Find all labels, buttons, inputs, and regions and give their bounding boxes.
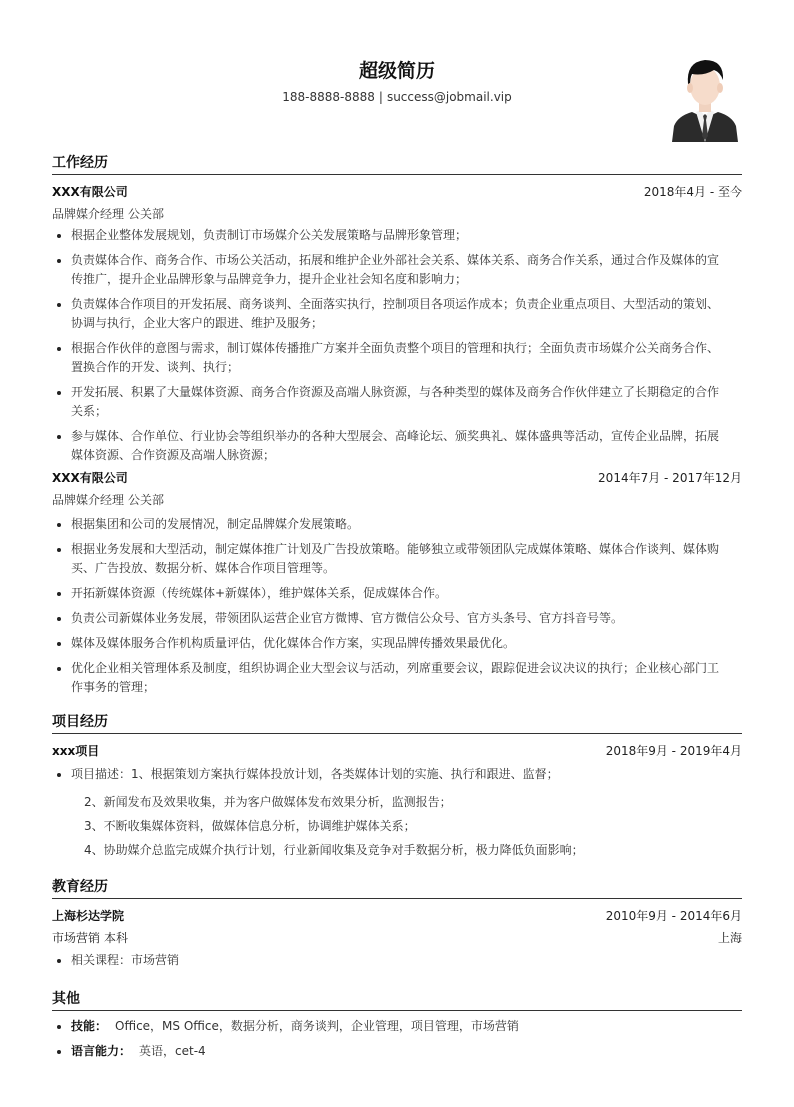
skills-label: 技能： <box>71 1019 108 1033</box>
work-period: 2018年4月 - 至今 <box>643 185 742 199</box>
department: 公关部 <box>128 207 165 221</box>
phone-number: 188-8888-8888 <box>282 90 375 104</box>
education-period: 2010年9月 - 2014年6月 <box>605 909 742 923</box>
list-item: 优化企业相关管理体系及制度，组织协调企业大型会议与活动，列席重要会议，跟踪促进会议决议的执行；企业核心部门工作事务的管理； <box>52 659 742 697</box>
list-item: 根据合作伙伴的意图与需求，制订媒体传播推广方案并全面负责整个项目的管理和执行；全面负责市场媒介公关商务合作、置换合作的开发、谈判、执行； <box>52 339 742 377</box>
work-period: 2014年7月 - 2017年12月 <box>598 471 742 485</box>
resume-title: 超级简历 <box>358 60 435 82</box>
project-detail-line: 2、新闻发布及效果收集，并为客户做媒体发布效果分析，监测报告； <box>84 795 452 809</box>
section-title-other: 其他 <box>52 991 80 1007</box>
section-divider <box>52 898 742 899</box>
degree: 本科 <box>104 931 129 945</box>
list-item: 根据业务发展和大型活动，制定媒体推广计划及广告投放策略。能够独立或带领团队完成媒体策略、媒体合作谈判、媒体购买、广告投放、数据分析、媒体合作项目管理等。 <box>52 540 742 578</box>
list-item: 开拓新媒体资源（传统媒体+新媒体），维护媒体关系，促成媒体合作。 <box>52 584 742 603</box>
project-detail-line: 3、不断收集媒体资料，做媒体信息分析，协调维护媒体关系； <box>84 819 416 833</box>
list-item: 参与媒体、合作单位、行业协会等组织举办的各种大型展会、高峰论坛、颁奖典礼、媒体盛典等活动，宣传企业品牌，拓展媒体资源、合作资源及高端人脉资源； <box>52 427 742 465</box>
section-title-work: 工作经历 <box>52 155 108 171</box>
list-item <box>52 1017 742 1036</box>
education-location: 上海 <box>717 931 742 945</box>
section-divider <box>52 174 742 175</box>
project-description <box>52 765 742 790</box>
education-courses <box>52 951 742 976</box>
list-item: 根据企业整体发展规划，负责制订市场媒介公关发展策略与品牌形象管理； <box>52 226 742 245</box>
company-name: XXX有限公司 <box>52 471 128 485</box>
education-header <box>52 907 742 925</box>
work-entry-1-duties <box>52 226 742 471</box>
language-value: 英语，cet-4 <box>139 1044 206 1058</box>
work-entry-1-header <box>52 183 742 201</box>
avatar <box>670 54 740 142</box>
other-list <box>52 1017 742 1067</box>
section-title-project: 项目经历 <box>52 714 108 730</box>
project-name: xxx项目 <box>52 744 100 758</box>
work-entry-2-header <box>52 469 742 487</box>
list-item: 负责公司新媒体业务发展，带领团队运营企业官方微博、官方微信公众号、官方头条号、官方抖音号等。 <box>52 609 742 628</box>
project-period: 2018年9月 - 2019年4月 <box>605 744 742 758</box>
list-item <box>52 1042 742 1061</box>
section-divider <box>52 1010 742 1011</box>
list-item: 负责媒体合作项目的开发拓展、商务谈判、全面落实执行，控制项目各项运作成本；负责企业重点项目、大型活动的策划、协调与执行，企业大客户的跟进、维护及服务； <box>52 295 742 333</box>
school-name: 上海杉达学院 <box>52 909 125 923</box>
major: 市场营销 <box>52 931 101 945</box>
position: 品牌媒介经理 <box>52 207 125 221</box>
list-item: 根据集团和公司的发展情况，制定品牌媒介发展策略。 <box>52 515 742 534</box>
project-detail-line: 4、协助媒介总监完成媒介执行计划，行业新闻收集及竞争对手数据分析，极力降低负面影响； <box>84 843 584 857</box>
work-entry-2-duties <box>52 515 742 703</box>
section-title-education: 教育经历 <box>52 879 108 895</box>
list-item: 相关课程：市场营销 <box>52 951 742 970</box>
company-name: XXX有限公司 <box>52 185 128 199</box>
list-item: 负责媒体合作、商务合作、市场公关活动，拓展和维护企业外部社会关系、媒体关系、商务合作关系，通过合作及媒体的宣传推广，提升企业品牌形象与品牌竞争力，提升企业社会知名度和影响力； <box>52 251 742 289</box>
major-degree <box>52 929 128 946</box>
job-title <box>52 491 164 508</box>
position: 品牌媒介经理 <box>52 493 125 507</box>
list-item: 项目描述：1、根据策划方案执行媒体投放计划，各类媒体计划的实施、执行和跟进、监督； <box>52 765 742 784</box>
list-item: 媒体及媒体服务合作机构质量评估，优化媒体合作方案，实现品牌传播效果最优化。 <box>52 634 742 653</box>
job-title <box>52 205 164 222</box>
department: 公关部 <box>128 493 165 507</box>
email-address: success@jobmail.vip <box>386 90 512 104</box>
section-divider <box>52 733 742 734</box>
list-item: 开发拓展、积累了大量媒体资源、商务合作资源及高端人脉资源，与各种类型的媒体及商务合作伙伴建立了长期稳定的合作关系； <box>52 383 742 421</box>
skills-value: Office，MS Office，数据分析，商务谈判，企业管理，项目管理，市场营销 <box>115 1019 519 1033</box>
education-details <box>52 929 742 947</box>
language-label: 语言能力： <box>71 1044 132 1058</box>
contact-separator: | <box>378 90 383 104</box>
project-header <box>52 742 742 760</box>
